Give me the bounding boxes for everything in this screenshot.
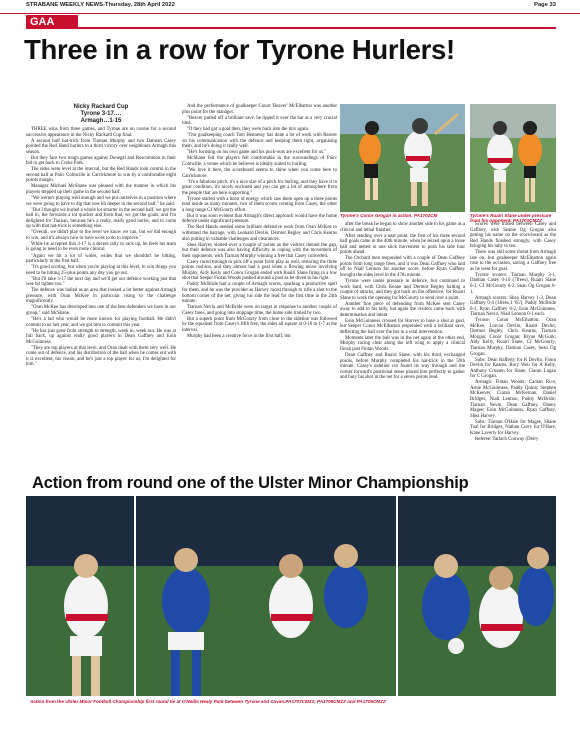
article-paragraph: But it was soon evident that Armagh's direct approach would have the home defence under significant pressure. — [182, 213, 337, 225]
column-3-paragraphs — [340, 222, 465, 381]
result-line-1: Tyrone 3-17…. — [80, 111, 122, 117]
article-paragraph: "Overall, we didn't play to the level we know we can, but we did enough to win, and it's always nice to have work to do to improve." — [26, 230, 176, 241]
article-paragraph: Armagh scorers: Shea Harvey 1-3, Dean Gaffney 0-4 (3frees,1 '65'), Paddy McBride 0-3, Ryan Gaffney 0-2, Eoin McGuinness, Tiarnan Nevin, Niall Lennon 0-1 each. — [470, 295, 556, 318]
minor-photo-caption: Action from the Ulster Minor Football Championship first round tie at O'Neills Healy Park between Tyrone and Cavan.PA1707CMZZ, PA1708CMZZ and PA1709CMZZ — [30, 699, 386, 704]
minor-championship-subhead: Action from round one of the Ulster Minor Championship — [32, 474, 469, 492]
article-column-1 — [26, 104, 176, 426]
minor-championship-photo — [26, 496, 556, 696]
article-paragraph: Shea Harvey slotted over a couple of points as the visitors dinned the gap, but their defence was also having difficulty in coping with the movement of their opponents, with Tiarnan Murphy winning a free that Casey converted. — [182, 242, 337, 259]
article-column-4 — [470, 222, 556, 442]
article-paragraph: The Orchard men responded with a couple of Dean Gaffney points from long range frees, and it was Dean Gaffney who laid off to Niall Lennon for another score, before Ryan Gaffney brought the sides level in the 47th minute. — [340, 256, 465, 278]
article-paragraph: "But I'll take 3-17 the next day and we'll get our defence working just that wee bit tighter too." — [26, 276, 176, 288]
result-line-2: Armagh…1-15 — [80, 118, 122, 124]
article-paragraph: The defence was hailed as an area that looked a lot better against Armagh pressure, with Oran McKee in particular rising to the challenge magnificently. — [26, 288, 176, 305]
article-paragraph: "Reaver pulled off a brilliant save, he tipped it over the bar at a very crucial time. — [182, 115, 337, 127]
article-paragraph: Tiarnan Nevin and McBride were on target in response to another couple of Casey frees, and going into stoppage time, the home side trailed by two. — [182, 305, 337, 316]
article-paragraph: The Red Hands needed some brilliant defensive work from Oran McKee to withstand the barrage, with Leonard Devlin, Dermot Begley and Chris Kearns also putting in valuable challenges and clearances. — [182, 225, 337, 242]
article-paragraph: THREE wins from three games, and Tyrone are on course for a second successive appearance in the Nicky Rackard Cup final. — [26, 127, 176, 138]
article-paragraph: Armagh: Fintan Woods; Caolan Rice, Arnie McGuinness, Paddy Quinn; Stephen McKeever, Ciaran McKernan, Daniel Bridges; Niall Lennon, Paddy McBride; Tiarnan Nevin, Dean Gaffney, Danny Magee; Eoin McGuinness, Ryan Gaffney, Shea Harvey. — [470, 380, 556, 419]
article-paragraph: Dean Gaffney and Ruairi Slane, with his third, exchanged points, before Murphy completed his hat-trick in the 59th minute. Casey's sideline cut found its way through and the corner forward's positional sense placed him perfectly to gather and bury his shot in the net for a seven points lead. — [340, 353, 465, 381]
article-paragraph: "But I thought we hurled a whole lot smarter in the second half, we got the ball in, the forwards a lot quicker and from that, we got the goals, and I'm delighted for Tiarnan, because he's a really, really good hurler, and to come up with that hat-trick is something else. — [26, 207, 176, 230]
article-paragraph: "It's a fabulous pitch, it's a nice size of a pitch for hurling, and they have it in great condition, it's nicely enclosed and you can get a bit of atmosphere from the people that are here supporting." — [182, 179, 337, 196]
article-paragraph: Tyrone were under pressure in defence, but continued to work hard, with Chris Keane and Dermot Begley halting a couple of attacks, and they got back on the offensive, for Ruairi Slane to work the opening for McGourty to send over a point. — [340, 278, 465, 301]
article-paragraph: Moments later the ball was in the net again at the other end, Murphy racing clear along the left wing to apply a clinical finish past Fintan Woods. — [340, 335, 465, 353]
article-paragraph: "He has just gone from strength to strength, week in, week out. He was at full back, up against really good players in Dean Gaffney and Eoin McGuinness. — [26, 328, 176, 345]
page-headline: Three in a row for Tyrone Hurlers! — [24, 34, 455, 65]
article-paragraph: While he accepted that 3-17 is a decent tally to rack up, he feels his team is going to need to be even more clinical. — [26, 241, 176, 253]
article-paragraph: And the performance of goalkeeper Conor 'Reaver' McElhatton was another plus point for the manager. — [182, 104, 337, 115]
article-paragraph: There was still some threat from Armagh late on, but goalkeeper McElhatton again rose to the occasion, saving a Gaffney free as he went for goal. — [470, 250, 556, 272]
column-4-paragraphs — [470, 222, 556, 442]
article-paragraph: Murphy had been a creative force in the first half, but — [187, 333, 291, 339]
photo-1-caption: Tyrone's Conor Grogan in action. PA1702CM — [340, 213, 438, 218]
article-paragraph: McShane felt the players felt comfortable in the surroundings of Pairc Colmcille, a venue which he believes is ideally suited to hurling. — [182, 156, 337, 167]
article-paragraph: "He's a lad who would be more known for playing football. He didn't commit to us last year, and we got him to commit this year. — [26, 317, 176, 328]
article-paragraph: Tyrone scorers: Tiarnan Murphy 3-1, Damian Casey 0-10 (7frees), Ruairi Slane 0-3, CJ McGourty 0-2, Sean Og Grogan 0-1. — [470, 272, 556, 295]
article-paragraph: Scores were traded between Casey and Gaffney, with Seanie Og Grogan also getting his name on the score-board as the Red Hands finished strongly, with Casey bringing his tally to ten. — [470, 222, 556, 250]
column-1-paragraphs — [26, 127, 176, 368]
article-column-2 — [182, 104, 337, 426]
article-paragraph: A second half hat-trick from Tiarnan Murphy and two Damian Casey pointed the Red Hand hurlers to a third victory over neighbours Armagh this season. — [26, 138, 176, 155]
article-paragraph: after the break he began to show another side to his game as a clinical and lethal finisher. — [340, 222, 465, 233]
section-tag: GAA — [26, 15, 78, 29]
page-header — [0, 0, 580, 14]
article-paragraph: Subs: Tiarnan O'Hare for Magee, Shane Toal for Bridges, Nathan Curry for O'Hare, Kane Laverty for Harvey. — [470, 419, 556, 436]
minor-photo-illustration — [26, 496, 556, 696]
photo-conor-grogan — [340, 104, 465, 212]
article-paragraph: "We love it here, the scoreboard seems to shine when you come here to Carrickmore. — [182, 168, 337, 179]
article-paragraph: "He's focusing on his own game and his puck-outs are excellent for us." — [187, 150, 327, 156]
competition-name: Nicky Rackard Cup — [73, 104, 129, 110]
article-paragraph: Another fine piece of defending from McKee sent Casey away to add to his tally, but again the visitors came back with determination and intent. — [340, 301, 465, 318]
article-paragraph: Paddy McBride had a couple of Armagh scores, sparking a productive spell for them, and he was the provider as Harvey raced through to rifle a shot to the bottom corner of the net, giving his side the lead for the first time in the 24th minute. — [182, 282, 337, 305]
photo-2-illustration — [470, 104, 556, 212]
photo-ruairi-slane — [470, 104, 556, 212]
article-paragraph: But they face two tough games against Donegal and Roscommon in their bid to get back to Croke Park. — [26, 155, 176, 167]
article-paragraph: "Again we hit a lot of wides, wides that we shouldn't be hitting, particularly in the first half. — [26, 253, 176, 265]
article-paragraph: Subs: Dean Rafferty for R Devlin, Fionn Devlin for Kearns, Rory Weir for A Kelly, Anthony Crossen for Slane, Ciaran Logan for C Grogan. — [470, 357, 556, 380]
publication-line: STRABANE WEEKLY NEWS-Thursday, 28th April 2022 — [26, 2, 175, 8]
article-paragraph: Tyrone started with a burst of energy which saw them open up a three points lead inside as many minutes, two of them scores coming from Casey, the other a long range CJ McGourty effort. — [182, 196, 337, 213]
article-paragraph: "Our goalkeeping coach Tom Hennessy has done a lot of work with Reaver on his communication with the defence and keeping them tight, organising them, and he's doing it really well. — [182, 133, 337, 150]
article-paragraph: Tyrone: Conor McElhatton; Oran McKee, Lorcan Devlin, Ruairi Devlin; Dermot Begley, Chris Kearns, Tiarnan Morgan; Conor Grogan; Bryan McGurk; Aidy Kelly, Ruairi Slane, CJ McGourty; Tiarnan Murphy, Damian Casey, Sean Og Grogan. — [470, 318, 556, 357]
article-paragraph: But a superb point from McGourty from close to the sideline was followed by the equaliser from Casey's fifth free, the sides all square at 0-10 to 1-7 at the interval. — [182, 316, 337, 333]
article-paragraph: "Oran McKee has developed into one of the best defenders we have in our group," said McShane. — [26, 305, 176, 316]
page-number: Page 33 — [534, 2, 556, 8]
article-paragraph: Referee: Tarlach Conway (Derry — [475, 436, 539, 442]
article-paragraph: Eoin McGuinness crossed for Harvey to have a shot at goal, but Seeper Conor McElhatton responded with a brilliant save, deflecting the ball over the bar in a vital intervention. — [340, 318, 465, 335]
photo-1-illustration — [340, 104, 465, 212]
article-paragraph: Casey raced through to pick off a point from play as well, restoring the three points cushion, and they almost had a goal when a flowing move involving Murphy, Aidy Kelly and Conor Grogan ended with Ruairi Slane firing in a low shot that Seeper Fintan Woods pushed around a post as he dived to his right. — [182, 259, 337, 282]
match-byline — [26, 104, 176, 125]
article-paragraph: Manager Michael McShane was pleased with the manner in which his players stepped up their game in the second half. — [26, 184, 176, 196]
article-column-3 — [340, 222, 465, 426]
article-paragraph: After sending over a neat point, the first of his three second half goals came in the 40th minute, when he seized upon a loose ball and netted in one slick movement to push his side four points ahead. — [340, 233, 465, 256]
column-2-paragraphs — [182, 104, 337, 339]
article-paragraph: The sides were level at the interval, but the Red Hands took control in the second half at Pairc Colmcille in Carrickmore to win by a comfortable eight points margin. — [26, 167, 176, 184]
article-paragraph: "If they had got a goal then, they were back into the mix again. — [187, 127, 310, 133]
article-paragraph: "It's good scoring, but when you're playing at this level, to win things you need to be hitting 25-plus points any day you go out. — [26, 265, 176, 276]
article-paragraph: "They are top players at that level, and Oran dealt with them very well. He come out of defence, and his distribution of the ball when he comes out with it is excellent, his vision, and he's just a top player for us, I'm delighted for him." — [26, 345, 176, 368]
photo-2-caption: Tyrone's Ruairi Slane under pressure from his opponent. PA1701CMZZ — [470, 213, 552, 224]
section-rule — [78, 27, 556, 29]
article-paragraph: "We weren't playing well enough and we put ourselves in a position where we were going to have to dig that wee bit deeper in the second half," he said. — [26, 196, 176, 207]
